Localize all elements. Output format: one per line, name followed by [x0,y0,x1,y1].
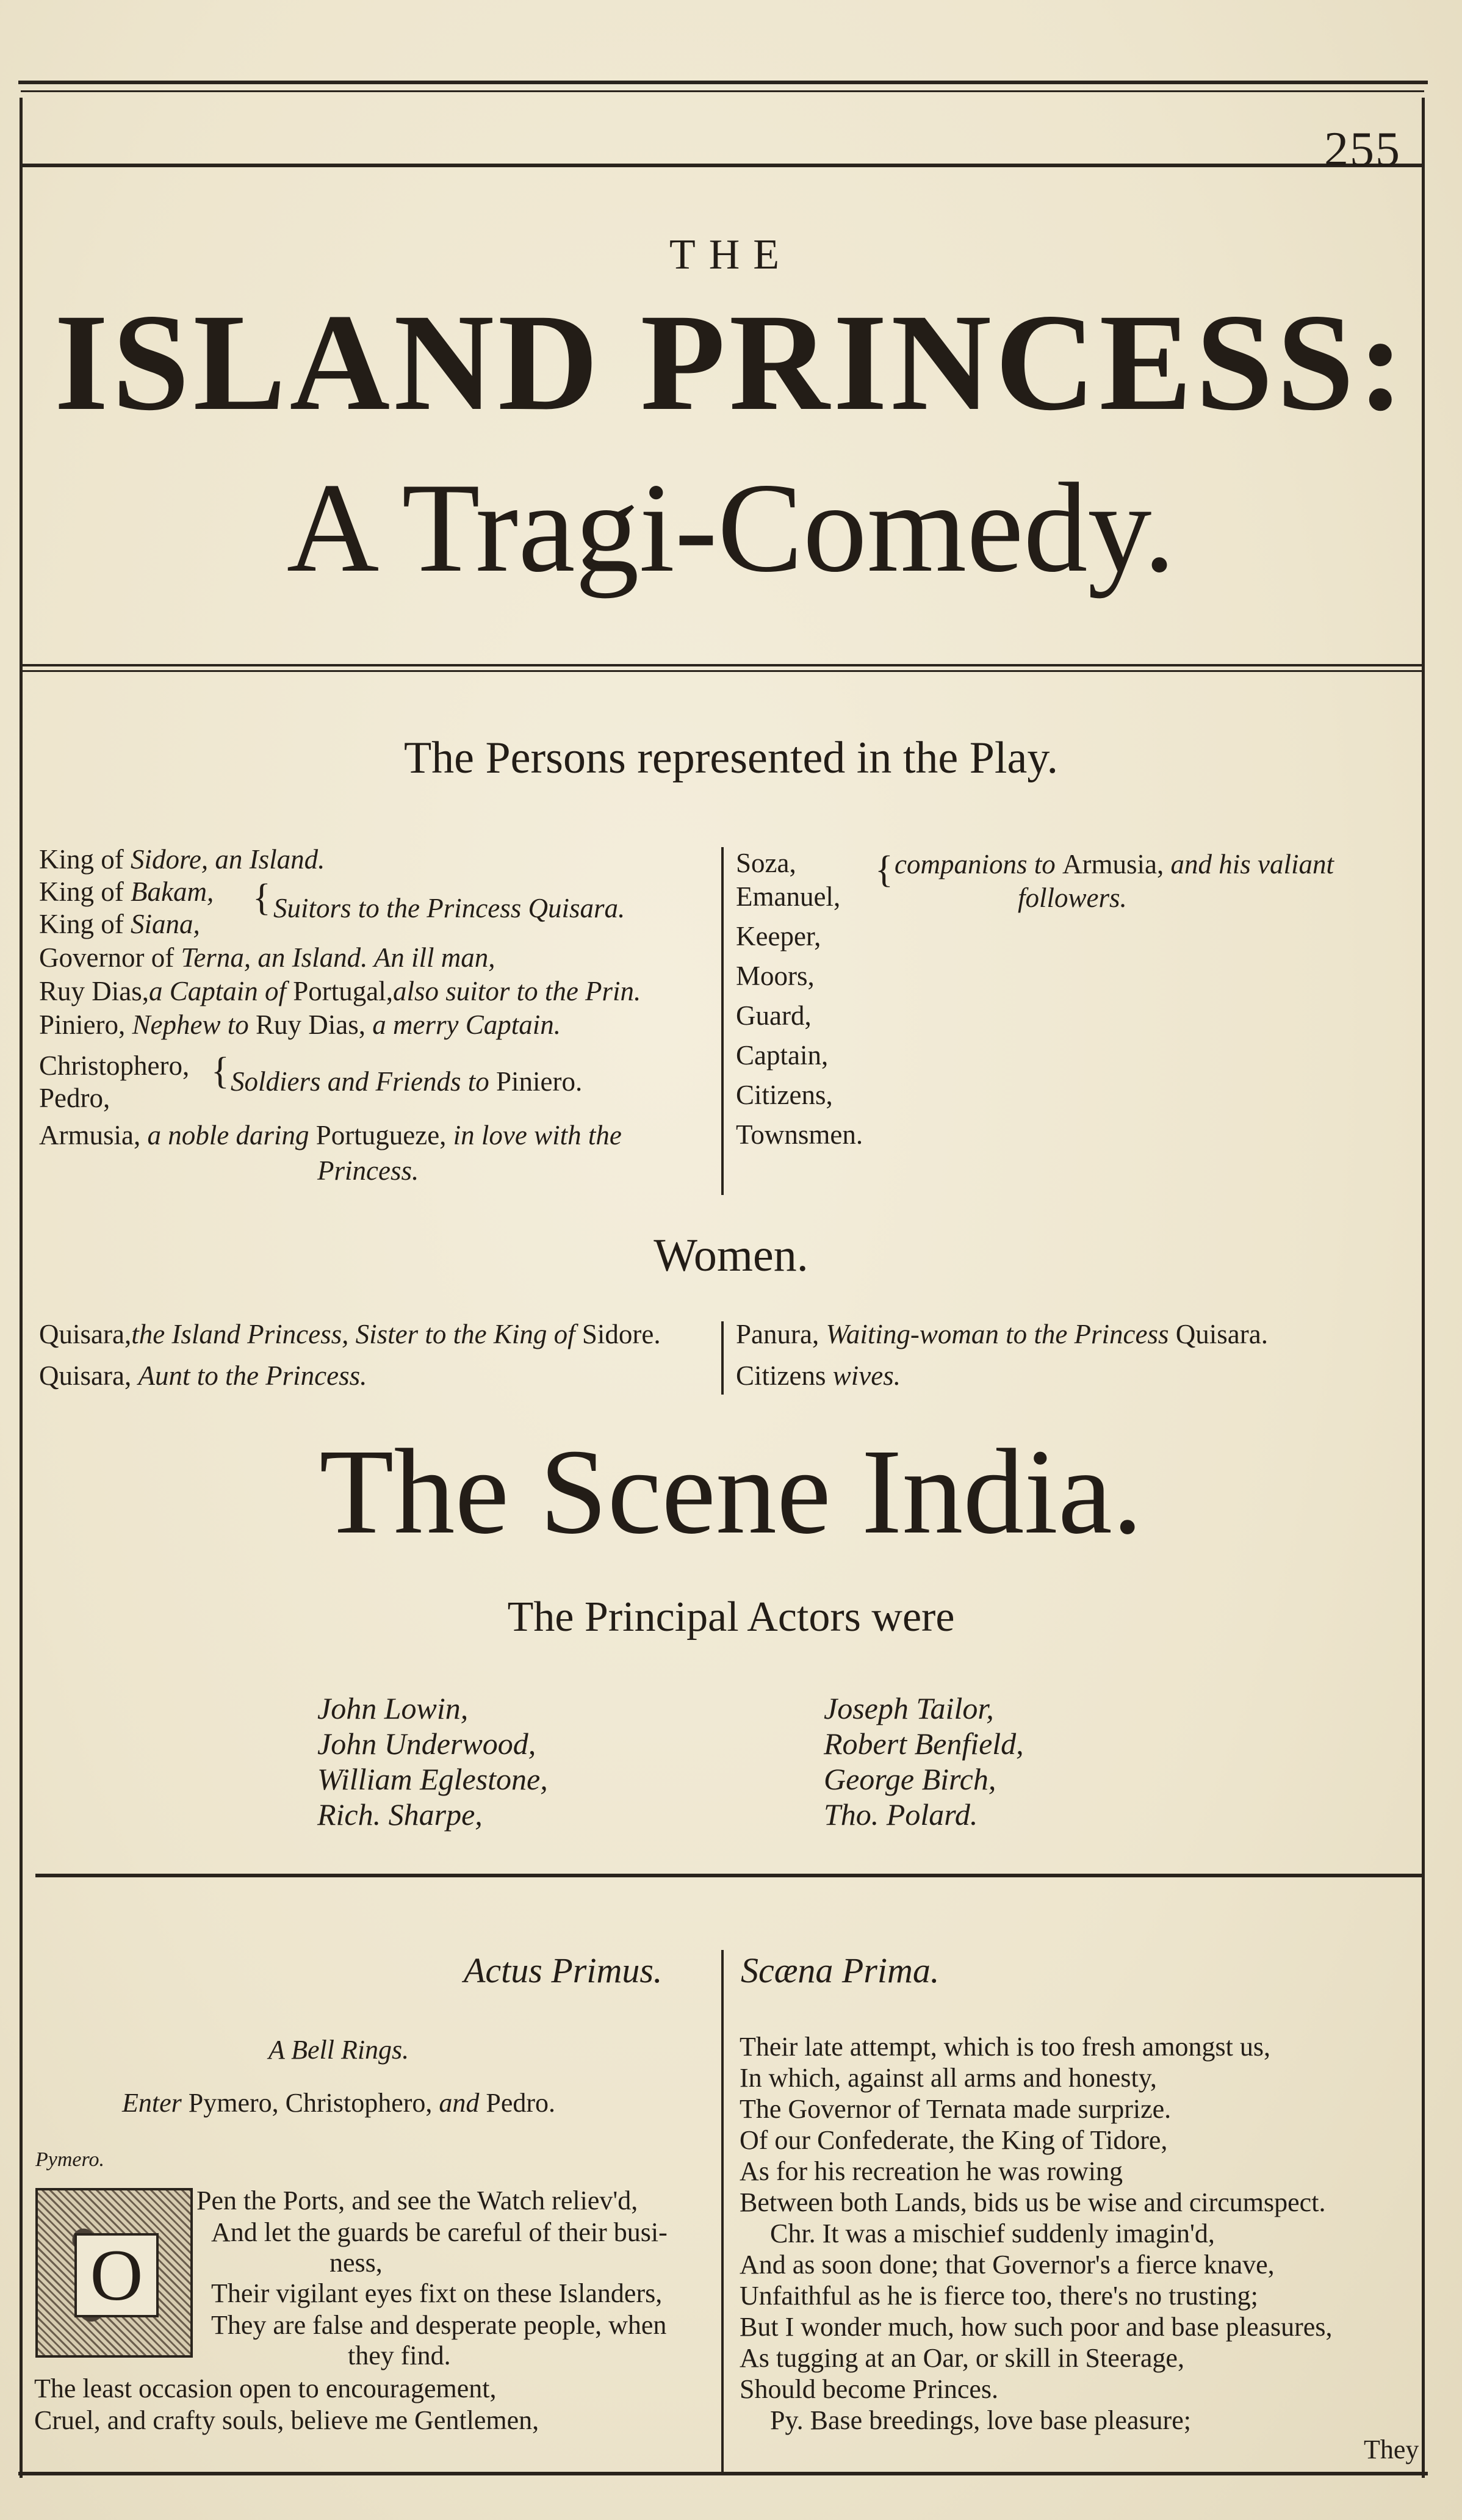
person-soza: Soza, [736,848,796,878]
actors-bottom-rule [35,1874,1424,1877]
actor-left-2: John Underwood, [317,1727,536,1761]
woman-panura: Panura, Waiting-woman to the Princess Quisara. [736,1319,1268,1349]
actor-right-2: Robert Benfield, [824,1727,1024,1761]
scene-title: The Scene India. [319,1424,1143,1559]
scaena-prima: Scæna Prima. [741,1951,940,1990]
soldiers-note: Soldiers and Friends to Piniero. [231,1066,583,1097]
bottom-rule [18,2472,1428,2475]
woman-citizens-wives: Citizens wives. [736,1360,901,1391]
top-double-rule-outer [18,81,1428,84]
right-verse-line: Unfaithful as he is fierce too, there's no trusting; [740,2281,1258,2311]
left-verse-line: ness, [329,2248,383,2278]
right-verse-line: Chr. It was a mischief suddenly imagin'd, [770,2219,1215,2248]
person-guard: Guard, [736,1000,812,1031]
women-column-divider [721,1321,724,1395]
right-verse-line: Between both Lands, bids us be wise and circumspect. [740,2187,1326,2217]
title-bottom-rule-2 [21,670,1424,672]
actor-left-4: Rich. Sharpe, [317,1797,483,1832]
right-verse-line: In which, against all arms and honesty, [740,2063,1157,2093]
brace-soldiers: { [211,1050,229,1092]
person-pedro: Pedro, [39,1083,110,1113]
left-verse-line: And let the guards be careful of their busi- [211,2217,668,2247]
person-armusia: Armusia, a noble daring Portugueze, in love with the [39,1120,622,1150]
right-verse-line: Of our Confederate, the King of Tidore, [740,2125,1168,2155]
person-christophero: Christophero, [39,1050,190,1081]
actor-left-1: John Lowin, [317,1691,469,1725]
play-subtitle: A Tragi-Comedy. [286,457,1176,599]
actor-left-3: William Eglestone, [317,1762,548,1796]
left-verse-line: They are false and desperate people, when [211,2310,667,2340]
right-verse-line: Py. Base breedings, love base pleasure; [770,2405,1191,2435]
right-frame-rule [1422,98,1425,2478]
women-heading: Women. [654,1230,808,1281]
left-frame-rule [20,98,23,2478]
left-verse-line: Cruel, and crafty souls, believe me Gentlemen, [34,2405,539,2435]
initial-letter: O [74,2233,159,2317]
title-the: THE [669,231,793,278]
companions-note-cont: followers. [1018,883,1127,913]
person-piniero: Piniero, Nephew to Ruy Dias, a merry Captain. [39,1009,561,1040]
right-verse-line: Should become Princes. [740,2374,999,2404]
person-citizens: Citizens, [736,1080,833,1110]
right-verse-line: Their late attempt, which is too fresh amongst us, [740,2032,1271,2062]
right-verse-line: As tugging at an Oar, or skill in Steerage, [740,2343,1184,2373]
person-townsmen: Townsmen. [736,1119,863,1150]
persons-heading: The Persons represented in the Play. [403,733,1059,783]
persons-column-divider [721,847,724,1195]
play-title: ISLAND PRINCESS: [54,286,1408,439]
woman-quisara: Quisara,the Island Princess, Sister to the King of Sidore. [39,1319,661,1349]
person-keeper: Keeper, [736,921,821,951]
stage-direction-bell: A Bell Rings. [268,2035,409,2065]
left-verse-line: The least occasion open to encouragement, [34,2374,497,2403]
right-verse-line: The Governor of Ternata made surprize. [740,2094,1172,2124]
decorated-initial [35,2188,193,2358]
suitors-note: Suitors to the Princess Quisara. [273,893,625,923]
title-bottom-rule-1 [21,664,1424,666]
actus-primus: Actus Primus. [464,1951,663,1990]
actor-right-3: George Birch, [824,1762,996,1796]
page-number: 255 [1324,123,1401,176]
person-king-bakam: King of Bakam, [39,876,214,907]
stage-direction-enter: Enter Pymero, Christophero, and Pedro. [122,2088,556,2118]
person-armusia-cont: Princess. [317,1155,419,1186]
top-double-rule-inner [21,90,1424,92]
speaker-pymero: Pymero. [35,2148,104,2171]
catchword: They [1364,2435,1419,2464]
woman-quisara-aunt: Quisara, Aunt to the Princess. [39,1360,367,1391]
brace-companions: { [875,849,893,890]
right-verse-line: But I wonder much, how such poor and base pleasures, [740,2312,1333,2342]
act-column-divider [721,1950,724,2472]
person-governor-terna: Governor of Terna, an Island. An ill man, [39,942,495,973]
person-moors: Moors, [736,961,815,991]
person-captain: Captain, [736,1040,829,1070]
left-verse-line: Pen the Ports, and see the Watch reliev'd, [196,2186,638,2215]
left-verse-line: they find. [348,2341,451,2370]
left-verse-line: Their vigilant eyes fixt on these Islanders, [211,2278,663,2308]
brace-suitors: { [253,877,271,919]
actor-right-1: Joseph Tailor, [824,1691,994,1725]
header-rule [21,164,1424,167]
actor-right-4: Tho. Polard. [824,1797,978,1832]
person-king-sidore: King of Sidore, an Island. [39,844,325,875]
person-king-siana: King of Siana, [39,909,200,939]
person-ruy-dias: Ruy Dias,a Captain of Portugal,also suitor to the Prin. [39,976,641,1006]
companions-note: companions to Armusia, and his valiant [895,849,1334,879]
right-verse-line: And as soon done; that Governor's a fierce knave, [740,2250,1275,2280]
person-emanuel: Emanuel, [736,881,841,912]
actors-heading: The Principal Actors were [507,1594,955,1641]
right-verse-line: As for his recreation he was rowing [740,2156,1123,2186]
